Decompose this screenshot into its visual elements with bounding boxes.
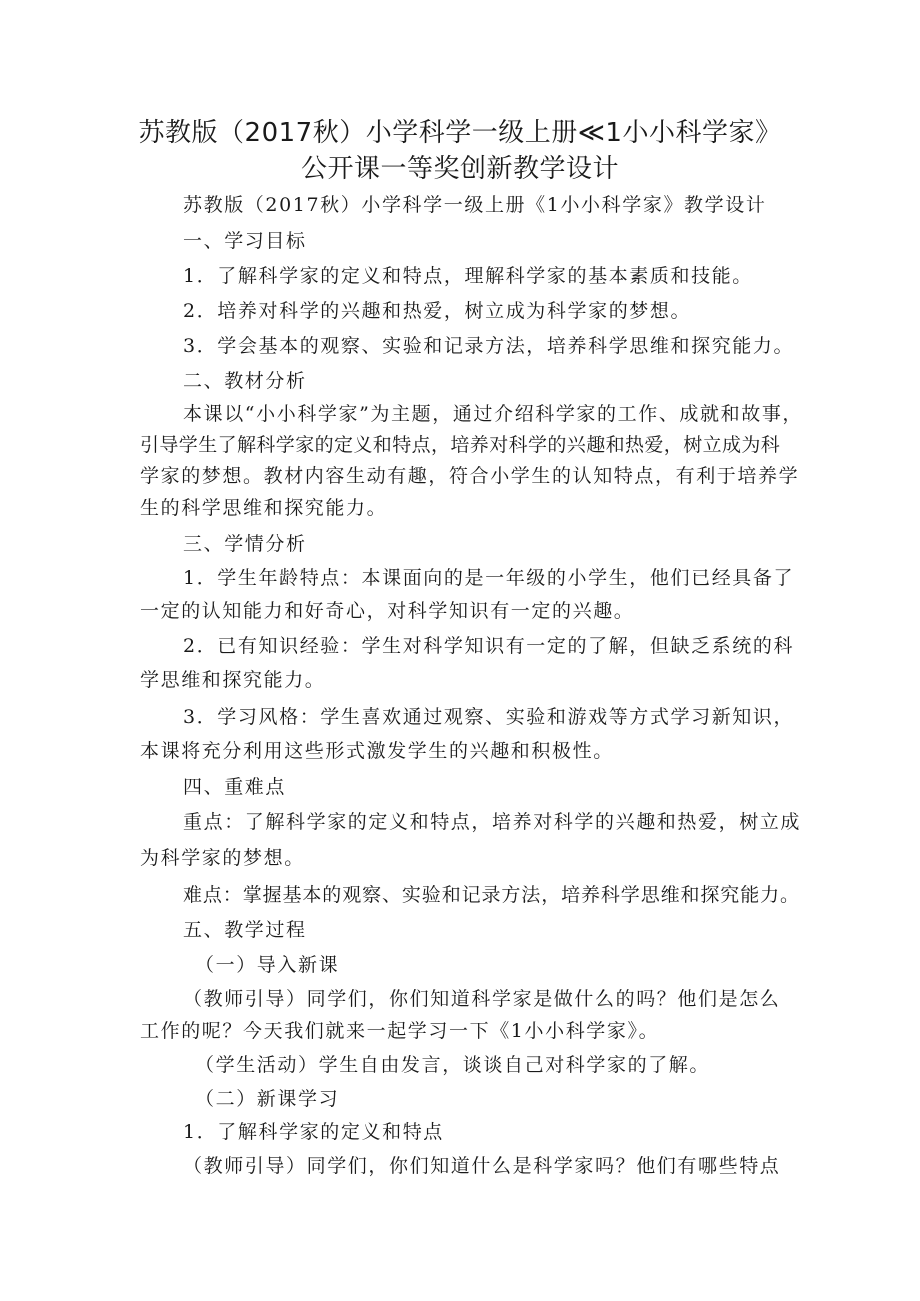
- section-heading-goals: 一、学习目标: [183, 230, 307, 252]
- key-points-line: 重点：了解科学家的定义和特点，培养对科学的兴趣和热爱，树立成: [183, 811, 802, 833]
- intro-teacher-line: 工作的呢？今天我们就来一起学习一下《1小小科学家》。: [140, 1020, 660, 1042]
- students-paragraph-line: 一定的认知能力和好奇心，对科学知识有一定的兴趣。: [140, 600, 635, 622]
- new-lesson-item-1: 1．了解科学家的定义和特点: [183, 1121, 444, 1143]
- students-paragraph-line: 3．学习风格：学生喜欢通过观察、实验和游戏等方式学习新知识，: [183, 706, 795, 728]
- goal-item-1: 1．了解科学家的定义和特点，理解科学家的基本素质和技能。: [183, 265, 753, 287]
- document-title-line1: 苏教版（2017秋）小学科学一级上册≪1小小科学家》: [138, 118, 782, 148]
- material-paragraph-line: 引导学生了解科学家的定义和特点，培养对科学的兴趣和热爱，树立成为科: [140, 434, 781, 456]
- students-paragraph-line: 本课将充分利用这些形式激发学生的兴趣和积极性。: [140, 740, 614, 762]
- material-paragraph-line: 生的科学思维和探究能力。: [140, 497, 388, 519]
- goal-item-3: 3．学会基本的观察、实验和记录方法，培养科学思维和探究能力。: [183, 335, 795, 357]
- material-paragraph-line: 本课以“小小科学家”为主题，通过介绍科学家的工作、成就和故事，: [183, 403, 804, 425]
- students-paragraph-line: 2．已有知识经验：学生对科学知识有一定的了解，但缺乏系统的科: [183, 635, 795, 657]
- subsection-heading-new: （二）新课学习: [195, 1088, 340, 1110]
- section-heading-key-points: 四、重难点: [183, 776, 287, 798]
- students-paragraph-line: 1．学生年龄特点：本课面向的是一年级的小学生，他们已经具备了: [183, 567, 795, 589]
- goal-item-2: 2．培养对科学的兴趣和热爱，树立成为科学家的梦想。: [183, 300, 692, 322]
- students-paragraph-line: 学思维和探究能力。: [140, 669, 326, 691]
- difficulty-line: 难点：掌握基本的观察、实验和记录方法，培养科学思维和探究能力。: [183, 884, 800, 906]
- document-subtitle: 苏教版（2017秋）小学科学一级上册《1小小科学家》教学设计: [183, 194, 767, 216]
- document-title-line2: 公开课一等奖创新教学设计: [300, 154, 619, 184]
- section-heading-material: 二、教材分析: [183, 370, 307, 392]
- key-points-line: 为科学家的梦想。: [140, 847, 305, 869]
- new-lesson-teacher-line: （教师引导）同学们，你们知道什么是科学家吗？他们有哪些特点: [183, 1155, 781, 1177]
- material-paragraph-line: 学家的梦想。教材内容生动有趣，符合小学生的认知特点，有利于培养学: [140, 465, 800, 487]
- intro-teacher-line: （教师引导）同学们，你们知道科学家是做什么的吗？他们是怎么: [183, 988, 781, 1010]
- intro-student-line: （学生活动）学生自由发言，谈谈自己对科学家的了解。: [195, 1054, 711, 1076]
- subsection-heading-intro: （一）导入新课: [195, 954, 340, 976]
- section-heading-students: 三、学情分析: [183, 533, 307, 555]
- section-heading-process: 五、教学过程: [183, 919, 307, 941]
